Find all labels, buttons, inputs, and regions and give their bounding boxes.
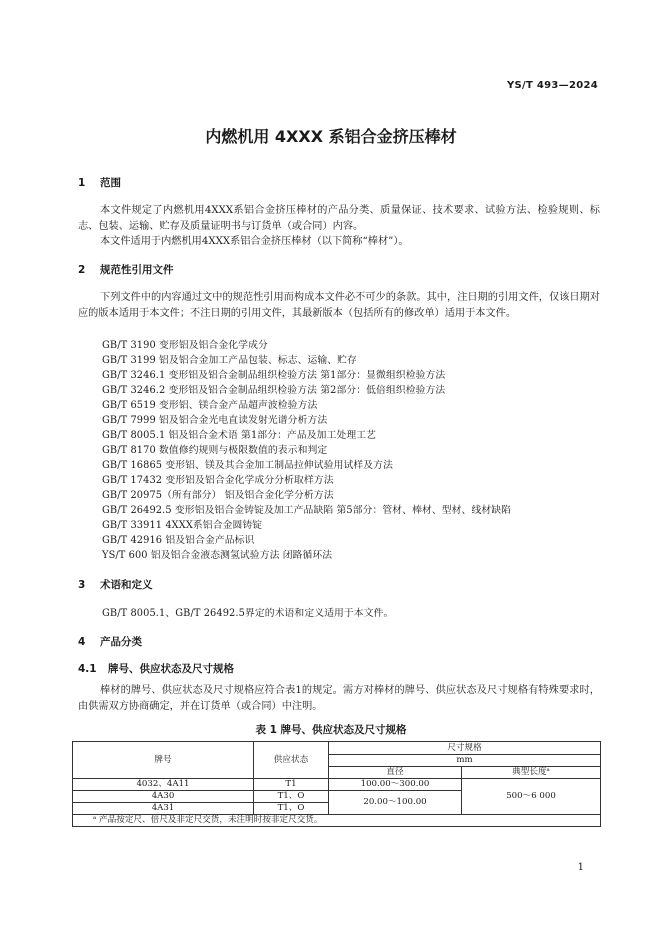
section-number: 2 (78, 264, 86, 276)
cell-temper: T1 (254, 779, 329, 791)
cell-diameter: 20.00～100.00 (329, 791, 462, 815)
section-1-body (78, 203, 600, 250)
section-title: 术语和定义 (100, 579, 153, 591)
cell-length: 500～6 000 (462, 779, 601, 815)
section-title: 牌号、供应状态及尺寸规格 (108, 663, 234, 675)
table-row (73, 779, 601, 791)
section-number: 4.1 (78, 663, 97, 675)
section-number: 3 (78, 579, 86, 591)
reference-item: GB/T 3246.1 变形铝及铝合金制品组织检验方法 第1部分：显微组织检验方法 (102, 370, 446, 381)
spec-table (72, 741, 601, 827)
reference-item: GB/T 3199 铝及铝合金加工产品包装、标志、运输、贮存 (102, 355, 357, 366)
reference-item: GB/T 3190 变形铝及铝合金化学成分 (102, 340, 268, 351)
section-4-heading (78, 634, 142, 649)
reference-item: GB/T 20975（所有部分） 铝及铝合金化学分析方法 (102, 490, 334, 501)
cell-grade: 4032、4A11 (73, 779, 254, 791)
cell-grade: 4A30 (73, 791, 254, 803)
section-2-intro (78, 290, 600, 321)
section-3-heading (78, 577, 153, 592)
reference-item: GB/T 3246.2 变形铝及铝合金制品组织检验方法 第2部分：低倍组织检验方法 (102, 385, 446, 396)
reference-item: GB/T 8170 数值修约规则与极限数值的表示和判定 (102, 445, 328, 456)
document-title: 内燃机用 4XXX 系铝合金挤压棒材 (205, 127, 457, 146)
table-caption: 表 1 牌号、供应状态及尺寸规格 (255, 724, 407, 736)
reference-item: GB/T 16865 变形铝、镁及其合金加工制品拉伸试验用试样及方法 (102, 460, 393, 471)
section-number: 1 (78, 177, 86, 189)
header-size: 尺寸规格 (329, 742, 601, 755)
cell-temper: T1、O (254, 791, 329, 803)
header-unit: mm (329, 755, 601, 767)
section-4-1-body (78, 683, 600, 714)
reference-item: GB/T 6519 变形铝、镁合金产品超声波检验方法 (102, 400, 318, 411)
section-2-heading (78, 262, 174, 277)
cell-diameter: 100.00～300.00 (329, 779, 462, 791)
header-temper: 供应状态 (254, 742, 329, 779)
header-grade: 牌号 (73, 742, 254, 779)
reference-item: GB/T 26492.5 变形铝及铝合金铸锭及加工产品缺陷 第5部分：管材、棒材、型材、线材缺陷 (102, 505, 512, 516)
reference-item: GB/T 8005.1 铝及铝合金术语 第1部分：产品及加工处理工艺 (102, 430, 377, 441)
section-title: 产品分类 (100, 636, 142, 648)
paragraph: GB/T 8005.1、GB/T 26492.5界定的术语和定义适用于本文件。 (102, 608, 394, 619)
reference-item: YS/T 600 铝及铝合金液态测氢试验方法 闭路循环法 (102, 550, 333, 561)
reference-item: GB/T 42916 铝及铝合金产品标识 (102, 535, 255, 546)
standard-number: YS/T 493—2024 (506, 80, 598, 91)
section-1-heading (78, 175, 121, 190)
section-4-1-heading (78, 661, 234, 676)
paragraph: 下列文件中的内容通过文中的规范性引用而构成本文件必不可少的条款。其中，注日期的引用文件，仅该日期对应的版本适用于本文件；不注日期的引用文件，其最新版本（包括所有的修改单）适用于本文件。 (78, 292, 600, 319)
section-title: 规范性引用文件 (100, 264, 174, 276)
cell-temper: T1、O (254, 803, 329, 815)
section-title: 范围 (100, 177, 121, 189)
header-length: 典型长度ᵃ (462, 767, 601, 779)
page-number: 1 (577, 862, 584, 873)
reference-item: GB/T 7999 铝及铝合金光电直读发射光谱分析方法 (102, 415, 328, 426)
reference-item: GB/T 17432 变形铝及铝合金化学成分分析取样方法 (102, 475, 334, 486)
paragraph: 本文件规定了内燃机用4XXX系铝合金挤压棒材的产品分类、质量保证、技术要求、试验方法、检验规则、标志、包装、运输、贮存及质量证明书与订货单（或合同）内容。 (78, 205, 600, 232)
section-number: 4 (78, 636, 86, 648)
cell-grade: 4A31 (73, 803, 254, 815)
table-footnote: ᵃ 产品按定尺、倍尺及非定尺交货，未注明时按非定尺交货。 (73, 815, 601, 827)
paragraph: 本文件适用于内燃机用4XXX系铝合金挤压棒材（以下简称“棒材”）。 (100, 236, 409, 247)
reference-item: GB/T 33911 4XXX系铝合金圆铸锭 (102, 520, 263, 531)
paragraph: 棒材的牌号、供应状态及尺寸规格应符合表1的规定。需方对棒材的牌号、供应状态及尺寸规格有特殊要求时，由供需双方协商确定，并在订货单（或合同）中注明。 (78, 685, 600, 712)
header-diameter: 直径 (329, 767, 462, 779)
